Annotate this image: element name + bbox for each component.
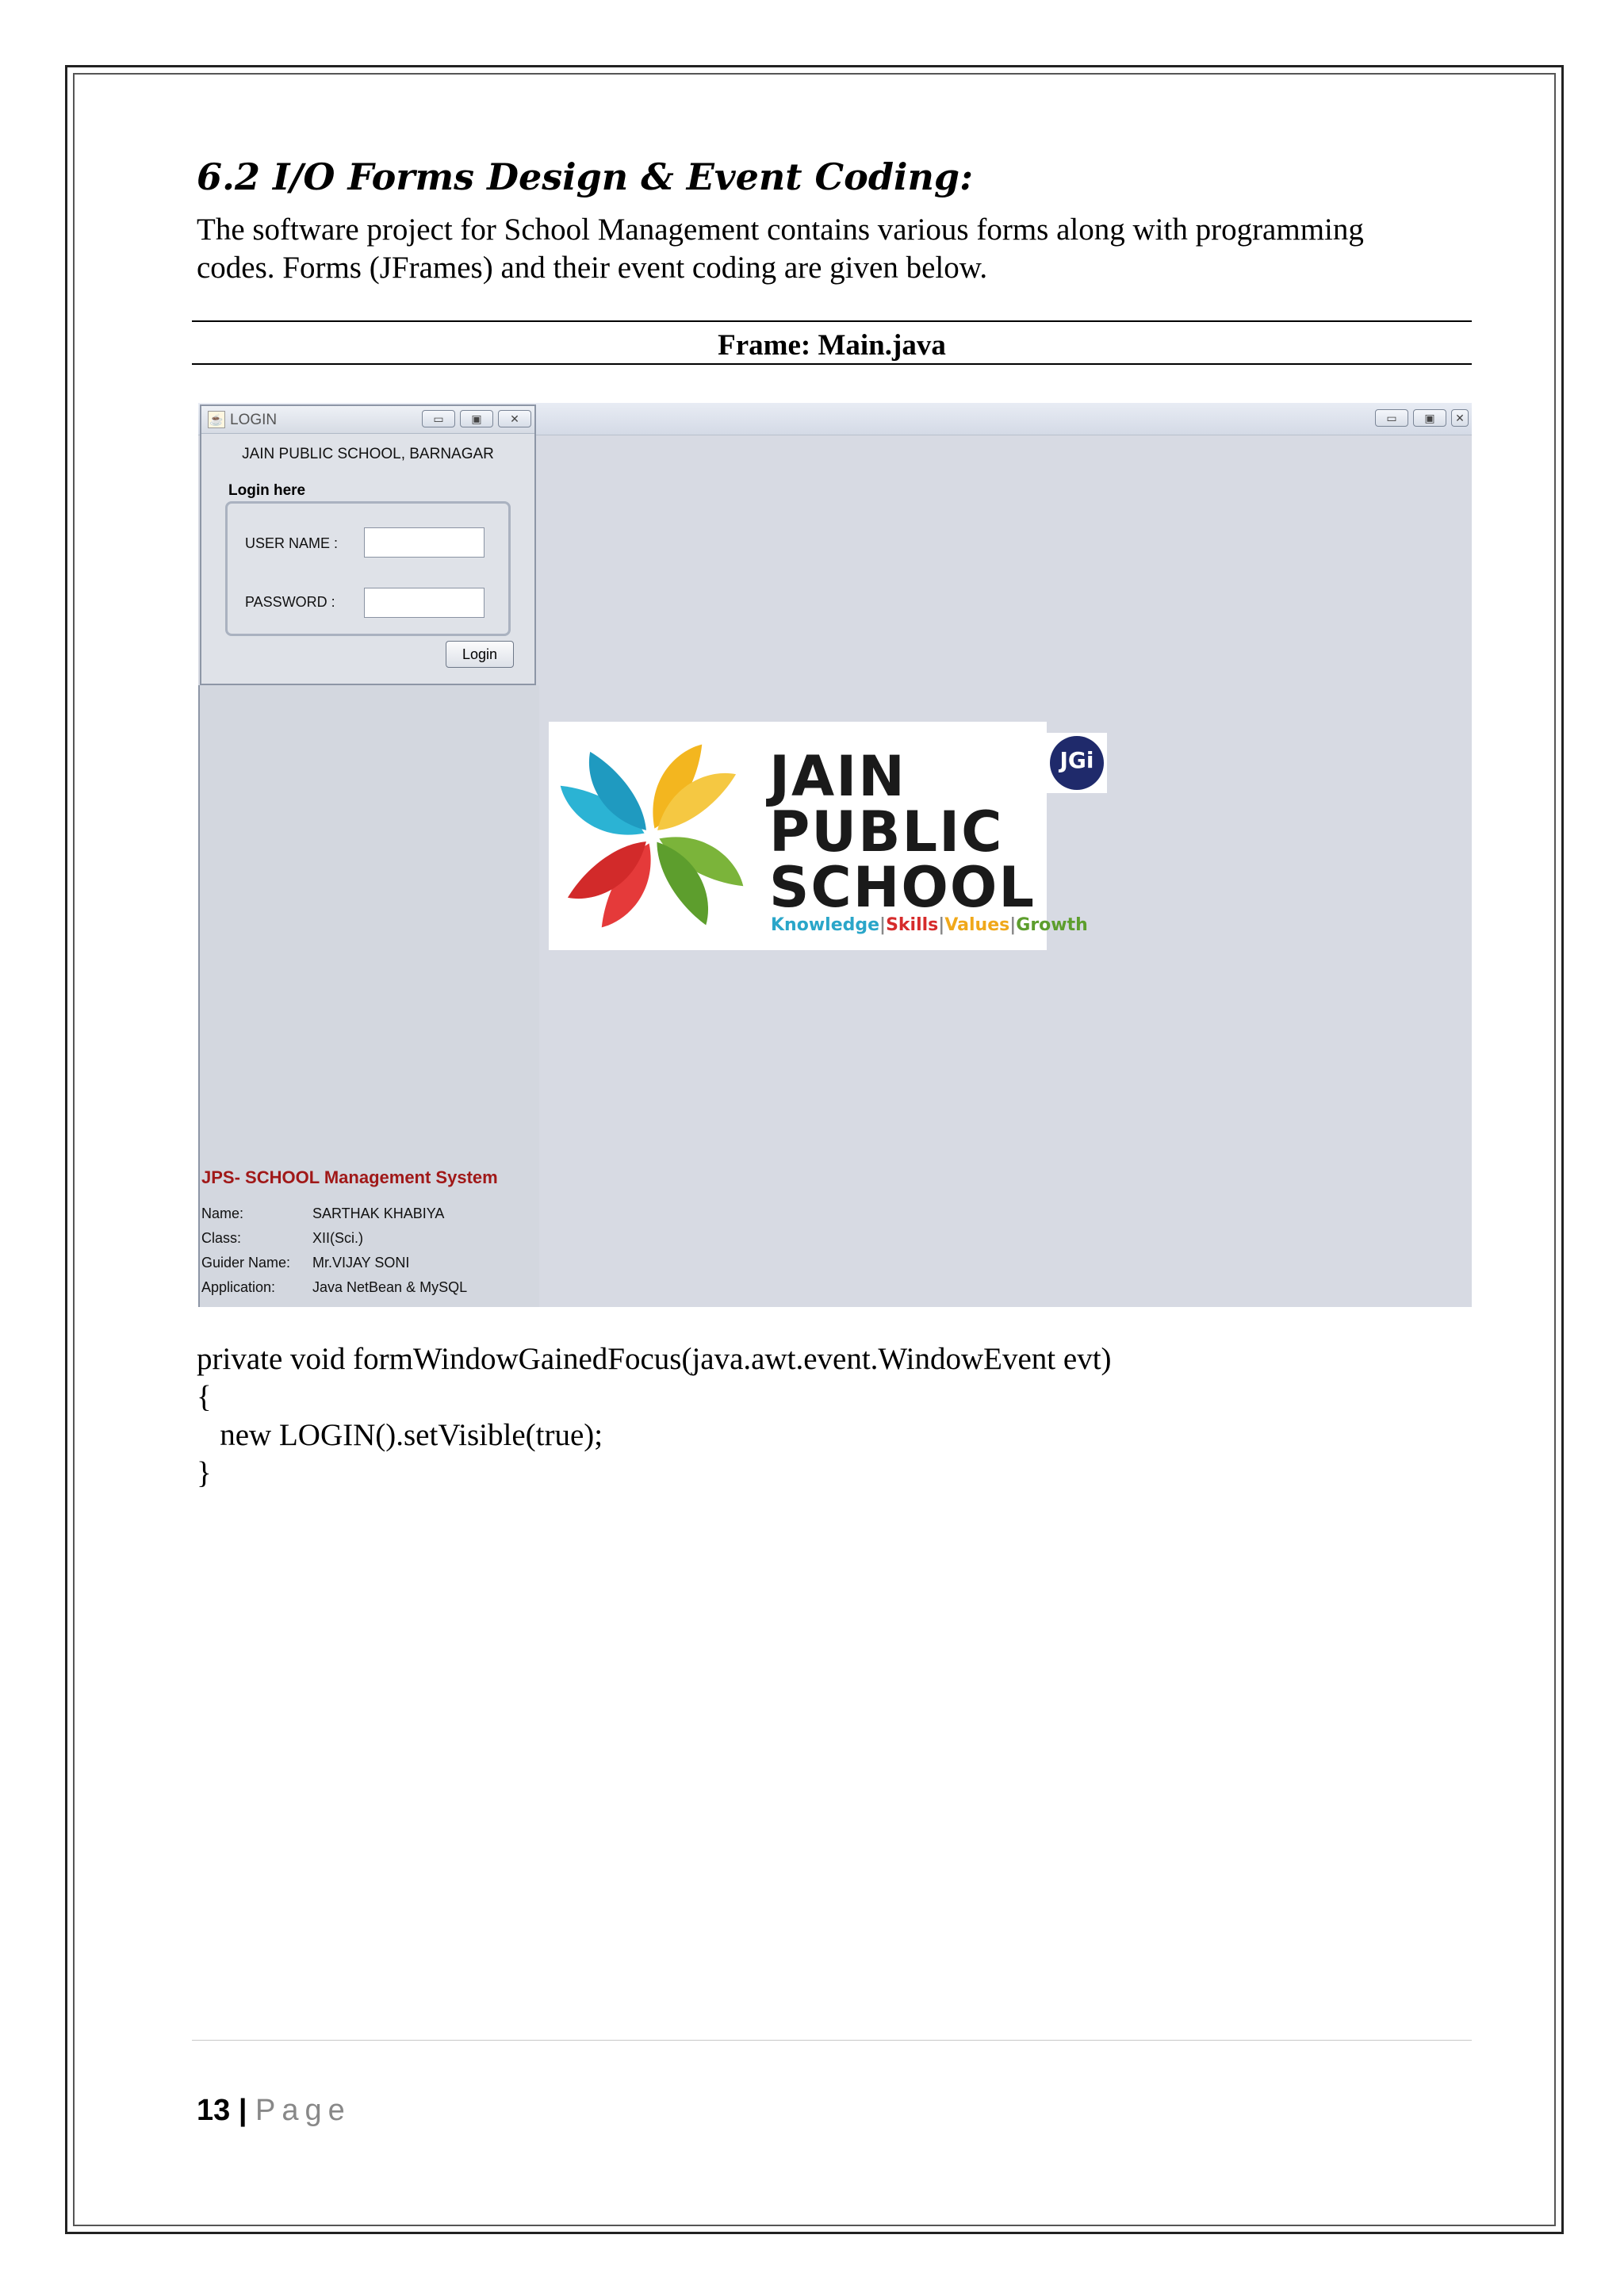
username-label: USER NAME : [245,535,339,551]
intro-line-2: codes. Forms (JFrames) and their event coding are given below. [197,251,988,285]
code-line-2: { [197,1380,212,1414]
info-value: Java NetBean & MySQL [312,1279,468,1295]
info-key: Application: [201,1279,276,1295]
info-value: SARTHAK KHABIYA [312,1205,445,1221]
tag-sep-2: | [938,915,945,935]
login-maximize-icon[interactable]: ▣ [460,410,493,427]
minimize-icon[interactable]: ▭ [1375,409,1408,427]
left-panel-edge [198,685,200,1307]
page-number [197,2094,351,2128]
caption-rule-top [192,320,1472,322]
jgi-text: JGi [1059,747,1094,773]
info-row-application [201,1279,467,1296]
password-input[interactable] [364,588,485,618]
main-frame-screenshot [198,403,1472,1307]
logo-tagline [771,915,1088,935]
code-line-3: new LOGIN().setVisible(true); [197,1418,603,1452]
login-form-panel [225,501,511,636]
tag-skills: Skills [886,915,939,935]
frame-caption: Frame: Main.java [718,329,946,362]
logo-word-school: SCHOOL [769,855,1036,920]
tag-values: Values [944,915,1010,935]
section-heading: 6.2 I/O Forms Design & Event Coding: [197,155,974,198]
page-number-value: 13 [197,2094,231,2127]
system-title: JPS- SCHOOL Management System [201,1167,498,1187]
maximize-icon[interactable]: ▣ [1413,409,1446,427]
tag-growth: Growth [1016,915,1088,935]
school-name-label: JAIN PUBLIC SCHOOL, BARNAGAR [242,446,494,462]
info-value: Mr.VIJAY SONI [312,1255,410,1271]
caption-rule-bottom [192,363,1472,365]
logo-word-jain: JAIN [769,744,906,809]
page-label: Page [255,2094,351,2127]
page-separator: | [238,2094,247,2127]
tag-knowledge: Knowledge [771,915,880,935]
info-key: Guider Name: [201,1255,291,1271]
code-block [197,1340,1112,1493]
java-icon: ☕ [208,411,225,428]
username-input[interactable] [364,527,485,558]
tag-sep-3: | [1009,915,1017,935]
login-window-title: LOGIN [230,412,278,428]
login-window-controls [422,410,531,427]
login-here-label: Login here [228,482,306,499]
login-titlebar [201,406,534,434]
intro-paragraph [197,211,1465,287]
info-value: XII(Sci.) [312,1230,364,1246]
info-row-guider [201,1255,409,1271]
login-button[interactable]: Login [446,641,514,668]
login-minimize-icon[interactable]: ▭ [422,410,455,427]
login-close-icon[interactable]: ✕ [498,410,531,427]
info-key: Name: [201,1205,244,1221]
intro-line-1: The software project for School Management contains various forms along with programming [197,213,1364,247]
info-key: Class: [201,1230,242,1246]
jgi-logo [1047,733,1107,793]
footer-rule [192,2040,1472,2041]
main-window-controls [1375,409,1469,427]
code-line-4: } [197,1456,212,1490]
tag-sep-1: | [879,915,887,935]
password-label: PASSWORD : [245,594,335,610]
close-icon[interactable]: ✕ [1451,409,1469,427]
info-row-name [201,1205,444,1222]
logo-word-public: PUBLIC [769,799,1004,864]
login-window [200,404,536,685]
flower-logo-icon [549,722,755,950]
code-line-1: private void formWindowGainedFocus(java.awt.event.WindowEvent evt) [197,1342,1112,1376]
info-row-class [201,1230,363,1247]
